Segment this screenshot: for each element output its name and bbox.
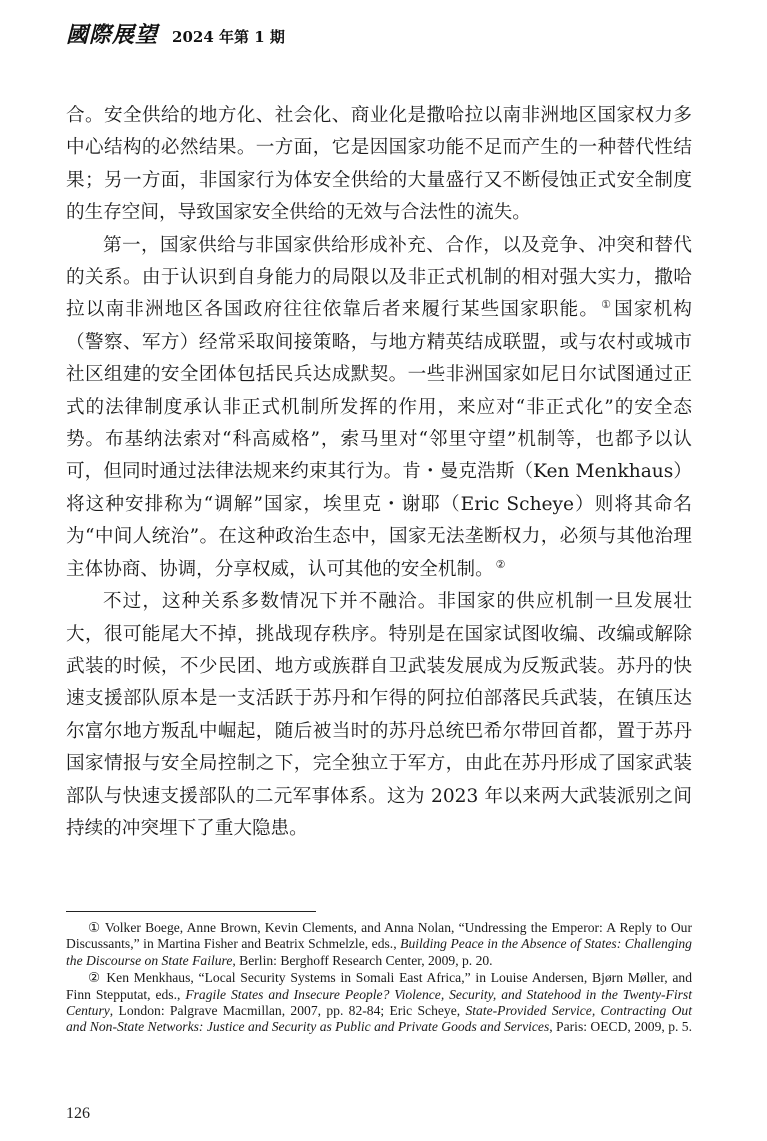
paragraph-text: 不过，这种关系多数情况下并不融洽。非国家的供应机制一旦发展壮大，很可能尾大不掉，挑战现存秩序。特别是在国家试图收编、改编或解除武装的时候，不少民团、地方或族群自卫武装发展成为反叛武装。苏丹的快速支援部队原本是一支活跃于苏丹和乍得的阿拉伯部落民兵武装，在镇压达尔富尔地方叛乱中崛起，随后被当时的苏丹总统巴希尔带回首都，置于苏丹国家情报与安全局控制之下，完全独立于军方，由此在苏丹形成了国家武装部队与快速支援部队的二元军事体系。这为 2023 年以来两大武装派别之间持续的冲突埋下了重大隐患。 [66, 591, 692, 839]
footnote-text: Ken Menkhaus, “Local Security Systems in Somali East Africa,” in Louise Andersen, Bjørn Møller, and Finn Stepputat, eds., [66, 970, 693, 1002]
footnote-text: Volker Boege, Anne Brown, Kevin Clements, and Anna Nolan, “Undressing the Emperor: A Reply to Our Discussants,” in Martina Fisher and Beatrix Schmelzle, eds., [66, 920, 693, 952]
footnote-text: , Paris: OECD, 2009, p. 5. [549, 1019, 692, 1035]
paragraph-continuation [66, 100, 692, 230]
footnote-book-title: Building Peace in the Absence of States: Challenging the Discourse on State Failure [66, 936, 692, 968]
footnote-book-title: State-Provided Service, Contracting Out and Non-State Networks: Justice and Security as Public and Private Goods and Services [66, 1003, 692, 1035]
footnote-marker: ② [88, 970, 102, 986]
footnote-1 [66, 920, 692, 969]
paragraph-text: 合。安全供给的地方化、社会化、商业化是撒哈拉以南非洲地区国家权力多中心结构的必然结果。一方面，它是因国家功能不足而产生的一种替代性结果；另一方面，非国家行为体安全供给的大量盛行又不断侵蚀正式安全制度的生存空间，导致国家安全供给的无效与合法性的流失。 [66, 105, 692, 224]
body-text [66, 100, 692, 845]
paragraph-text: 第一，国家供给与非国家供给形成补充、合作，以及竞争、冲突和替代的关系。由于认识到自身能力的局限以及非正式机制的相对强大实力，撒哈拉以南非洲地区各国政府往往依靠后者来履行某些国家职能。 [66, 234, 692, 321]
paragraph-first-point [66, 230, 692, 586]
footnote-book-title: Fragile States and Insecure People? Violence, Security, and Statehood in the Twenty-First Century [66, 986, 692, 1019]
footnote-text: , Berlin: Berghoff Research Center, 2009, p. 20. [232, 952, 493, 968]
footnote-ref-2[interactable]: ② [495, 557, 506, 571]
issue-label: 2024 年第 1 期 [172, 28, 285, 46]
footnote-divider [66, 911, 316, 912]
footnote-2 [66, 970, 692, 1036]
footnote-text: , London: Palgrave Macmillan, 2007, pp. 82-84; Eric Scheye, [109, 1003, 466, 1019]
page-number: 126 [66, 1105, 90, 1122]
footnote-marker: ① [88, 920, 101, 935]
journal-title: 國際展望 [66, 22, 159, 48]
footnotes [66, 920, 692, 1036]
running-header [66, 18, 285, 48]
footnote-ref-1[interactable]: ① [601, 298, 613, 312]
paragraph-text: 国家机构（警察、军方）经常采取间接策略，与地方精英结成联盟，或与农村或城市社区组建的安全团体包括民兵达成默契。一些非洲国家如尼日尔试图通过正式的法律制度承认非正式机制所发挥的作用，来应对“非正式化”的安全态势。布基纳法索对“科高威格”，索马里对“邻里守望”机制等，也都予以认可，但同时通过法律法规来约束其行为。肯・曼克浩斯（Ken Menkhaus）将这种安排称为“调解”国家，埃里克・谢耶（Eric Scheye）则将其命名为“中间人统治”。在这种政治生态中，国家无法垄断权力，必须与其他治理主体协商、协调，分享权威，认可其他的安全机制。 [66, 299, 692, 580]
paragraph-however [66, 586, 692, 845]
